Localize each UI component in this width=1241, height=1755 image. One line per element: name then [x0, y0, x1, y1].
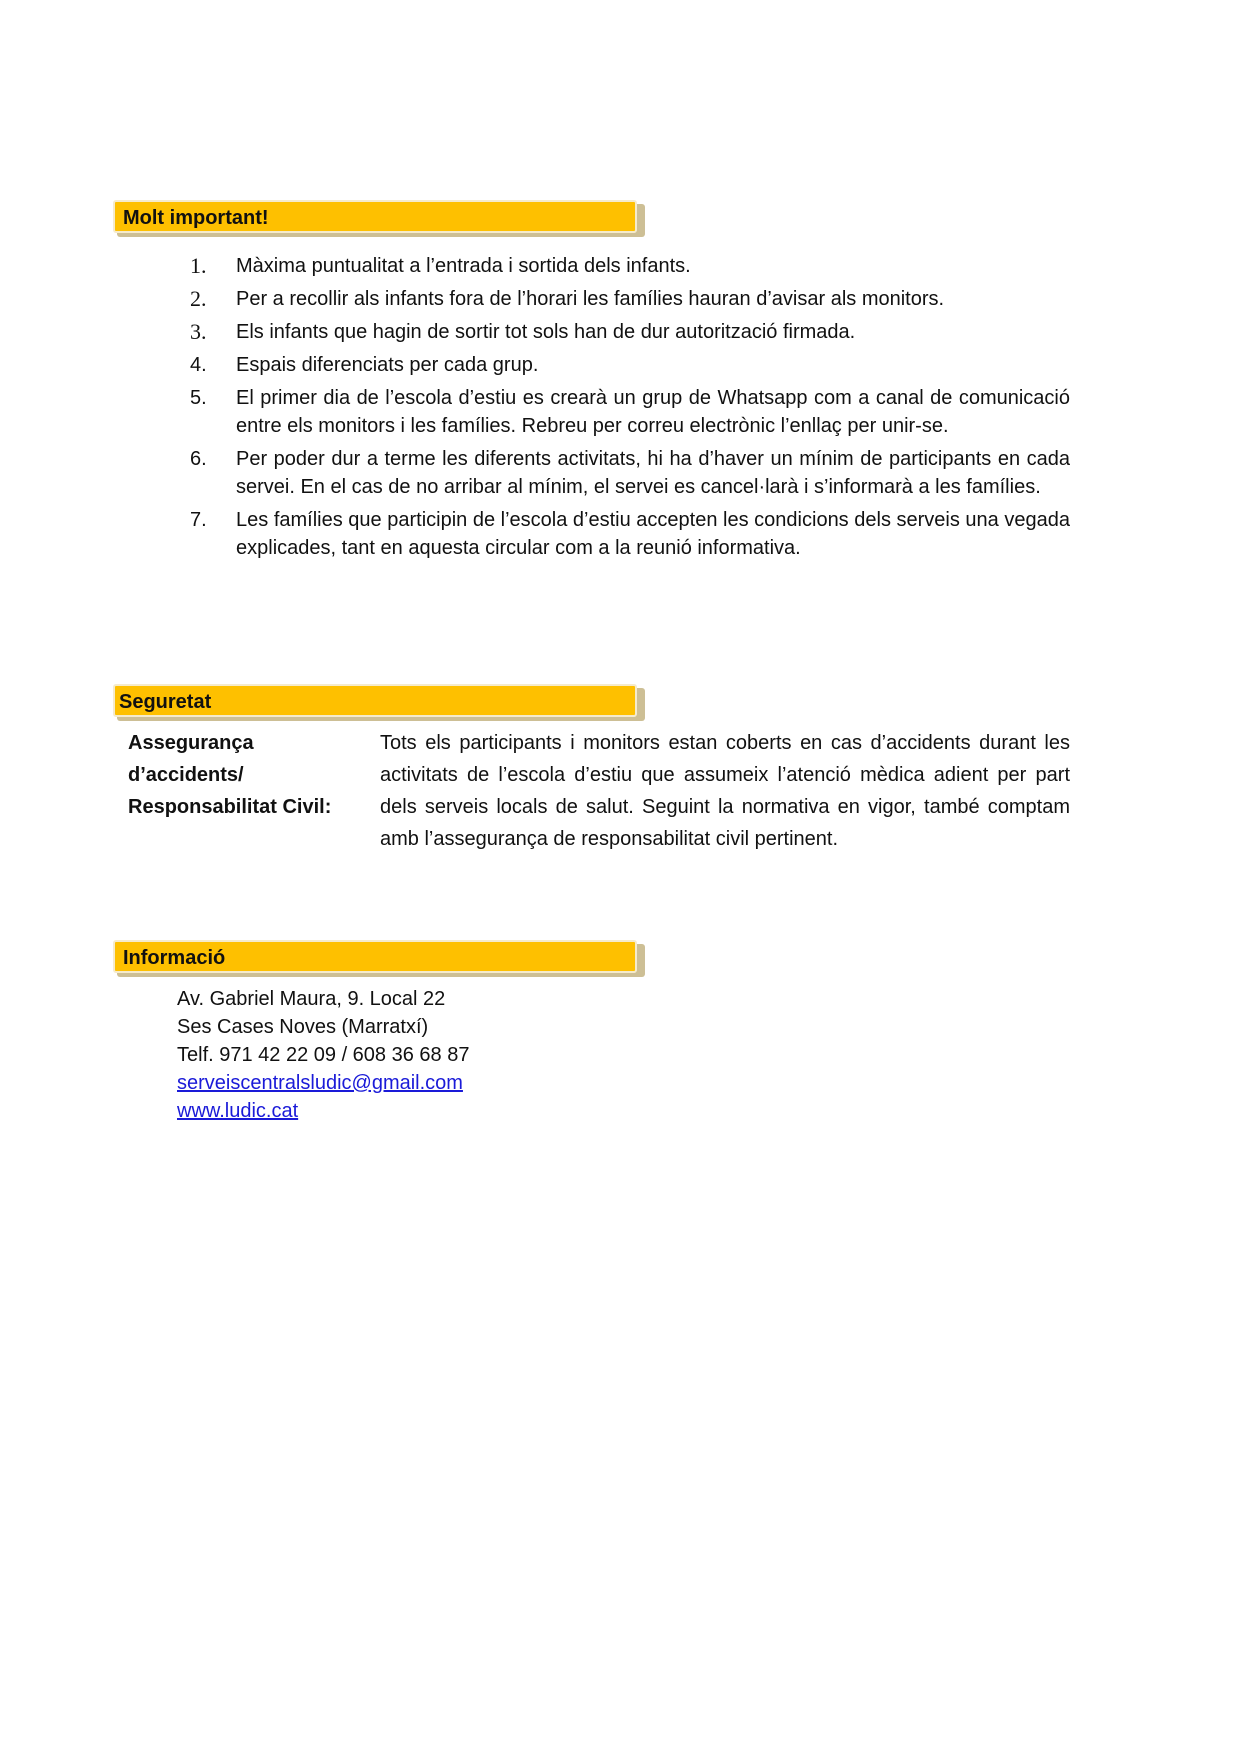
insurance-label-line: d’accidents/: [128, 764, 244, 786]
header-bar: [113, 940, 637, 973]
section-title-security: Seguretat: [119, 691, 212, 713]
contact-town: Ses Cases Noves (Marratxí): [177, 1016, 429, 1038]
list-item-text: Les famílies que participin de l’escola d’estiu accepten les condicions dels serveis una vegada explicades, tant en aquesta circular com a la reunió informativa.: [236, 509, 1070, 559]
header-bar: [113, 200, 637, 233]
list-item: [190, 285, 1070, 313]
contact-website-link[interactable]: www.ludic.cat: [177, 1100, 299, 1122]
section-title-important: Molt important!: [123, 207, 269, 229]
contact-address: Av. Gabriel Maura, 9. Local 22: [177, 988, 446, 1010]
list-item: [190, 445, 1070, 501]
list-item-number: 3.: [190, 319, 207, 344]
list-item-text: Màxima puntualitat a l’entrada i sortida dels infants.: [236, 255, 691, 277]
header-bar: [113, 684, 637, 717]
section-header-important: [113, 200, 641, 233]
insurance-label-line: Responsabilitat Civil:: [128, 796, 332, 818]
section-title-info: Informació: [123, 947, 226, 969]
list-item: [190, 252, 1070, 280]
list-item-number: 7.: [190, 509, 207, 531]
list-item-number: 1.: [190, 253, 207, 278]
insurance-description: Tots els participants i monitors estan coberts en cas d’accidents durant les activitats de l’escola d’estiu que assumeix l’atenció mèdica adient per part dels serveis locals de salut. Seguint la normativa en vigor, també comptam amb l’assegurança de responsabilitat civil pertinent.: [380, 732, 1070, 850]
list-item: [190, 384, 1070, 440]
section-header-security: [113, 684, 641, 717]
list-item-text: Per poder dur a terme les diferents activitats, hi ha d’haver un mínim de participants en cada servei. En el cas de no arribar al mínim, el servei es cancel·larà i s’informarà a les famílies.: [236, 448, 1070, 498]
list-item: [190, 506, 1070, 562]
list-item-text: Per a recollir als infants fora de l’horari les famílies hauran d’avisar als monitors.: [236, 288, 945, 310]
list-item-number: 4.: [190, 354, 207, 376]
list-item-number: 5.: [190, 387, 207, 409]
contact-email-link[interactable]: serveiscentralsludic@gmail.com: [177, 1072, 463, 1094]
list-item: [190, 318, 1070, 346]
important-rules-list: [190, 252, 1070, 567]
insurance-label: [128, 727, 358, 823]
section-header-info: [113, 940, 641, 973]
list-item-text: El primer dia de l’escola d’estiu es crearà un grup de Whatsapp com a canal de comunicació entre els monitors i les famílies. Rebreu per correu electrònic l’enllaç per unir-se.: [236, 387, 1070, 437]
list-item-text: Els infants que hagin de sortir tot sols han de dur autorització firmada.: [236, 321, 856, 343]
list-item-number: 2.: [190, 286, 207, 311]
contact-phone: Telf. 971 42 22 09 / 608 36 68 87: [177, 1044, 470, 1066]
list-item: [190, 351, 1070, 379]
list-item-number: 6.: [190, 448, 207, 470]
contact-info: [177, 985, 469, 1125]
insurance-label-line: Assegurança: [128, 732, 254, 754]
list-item-text: Espais diferenciats per cada grup.: [236, 354, 539, 376]
